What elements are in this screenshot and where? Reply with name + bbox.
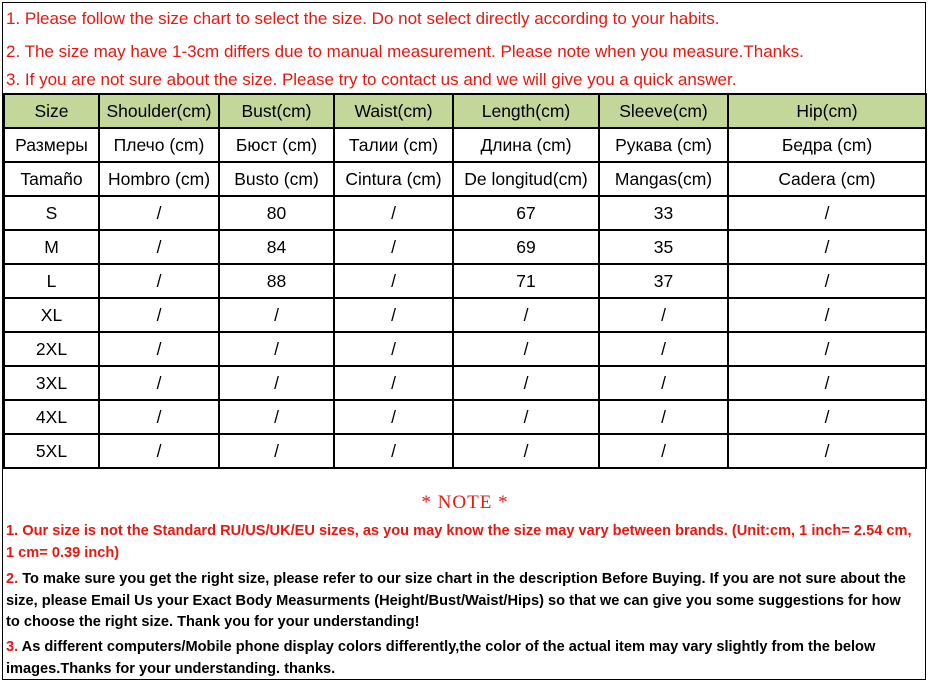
header-cell: Размеры bbox=[4, 128, 99, 162]
measurement-cell: / bbox=[334, 298, 453, 332]
size-label-cell: 2XL bbox=[4, 332, 99, 366]
table-row bbox=[4, 298, 926, 332]
measurement-cell: / bbox=[728, 332, 926, 366]
header-cell: Waist(cm) bbox=[334, 94, 453, 128]
size-label-cell: S bbox=[4, 196, 99, 230]
measurement-cell: 88 bbox=[219, 264, 334, 298]
table-row bbox=[4, 366, 926, 400]
header-cell: Cintura (cm) bbox=[334, 162, 453, 196]
measurement-cell: 84 bbox=[219, 230, 334, 264]
table-row bbox=[4, 230, 926, 264]
header-row bbox=[4, 128, 926, 162]
measurement-cell: / bbox=[99, 366, 219, 400]
note-2-number: 2. bbox=[6, 571, 19, 587]
measurement-cell: / bbox=[99, 298, 219, 332]
top-note-2: 2. The size may have 1-3cm differs due to manual measurement. Please note when you measure.Thanks. bbox=[6, 42, 804, 61]
table-row bbox=[4, 264, 926, 298]
header-cell: Талии (cm) bbox=[334, 128, 453, 162]
header-cell: Size bbox=[4, 94, 99, 128]
measurement-cell: / bbox=[728, 434, 926, 468]
size-label-cell: XL bbox=[4, 298, 99, 332]
header-cell: Shoulder(cm) bbox=[99, 94, 219, 128]
table-row bbox=[4, 332, 926, 366]
measurement-cell: / bbox=[728, 196, 926, 230]
measurement-cell: 67 bbox=[453, 196, 599, 230]
header-cell: Рукава (cm) bbox=[599, 128, 728, 162]
measurement-cell: / bbox=[453, 400, 599, 434]
measurement-cell: / bbox=[599, 366, 728, 400]
size-label-cell: L bbox=[4, 264, 99, 298]
size-label-cell: 3XL bbox=[4, 366, 99, 400]
measurement-cell: 33 bbox=[599, 196, 728, 230]
measurement-cell: 35 bbox=[599, 230, 728, 264]
table-row bbox=[4, 196, 926, 230]
measurement-cell: / bbox=[728, 230, 926, 264]
measurement-cell: 37 bbox=[599, 264, 728, 298]
header-cell: Sleeve(cm) bbox=[599, 94, 728, 128]
top-note-1: 1. Please follow the size chart to select the size. Do not select directly according to your habits. bbox=[6, 9, 720, 28]
measurement-cell: / bbox=[453, 434, 599, 468]
measurement-cell: / bbox=[728, 264, 926, 298]
measurement-cell: / bbox=[453, 366, 599, 400]
measurement-cell: / bbox=[99, 434, 219, 468]
header-cell: Длина (cm) bbox=[453, 128, 599, 162]
measurement-cell: / bbox=[334, 230, 453, 264]
measurement-cell: / bbox=[728, 298, 926, 332]
header-row bbox=[4, 94, 926, 128]
measurement-cell: 71 bbox=[453, 264, 599, 298]
measurement-cell: / bbox=[99, 230, 219, 264]
measurement-cell: / bbox=[99, 196, 219, 230]
header-cell: Busto (cm) bbox=[219, 162, 334, 196]
measurement-cell: / bbox=[334, 196, 453, 230]
note-3 bbox=[6, 637, 916, 680]
measurement-cell: / bbox=[453, 298, 599, 332]
note-title: * NOTE * bbox=[421, 492, 509, 513]
note-3-text: As different computers/Mobile phone display colors differently,the color of the actual item may vary slightly from the below images.Thanks for your understanding. thanks. bbox=[6, 639, 876, 677]
header-cell: De longitud(cm) bbox=[453, 162, 599, 196]
table-row bbox=[4, 400, 926, 434]
size-label-cell: 5XL bbox=[4, 434, 99, 468]
size-chart-table bbox=[3, 93, 927, 469]
measurement-cell: / bbox=[334, 264, 453, 298]
header-cell: Плечо (cm) bbox=[99, 128, 219, 162]
header-cell: Бюст (cm) bbox=[219, 128, 334, 162]
measurement-cell: / bbox=[599, 434, 728, 468]
header-cell: Mangas(cm) bbox=[599, 162, 728, 196]
measurement-cell: / bbox=[599, 332, 728, 366]
measurement-cell: / bbox=[728, 366, 926, 400]
note-3-number: 3. bbox=[6, 639, 19, 655]
measurement-cell: / bbox=[219, 434, 334, 468]
table-row bbox=[4, 434, 926, 468]
measurement-cell: / bbox=[99, 264, 219, 298]
header-cell: Tamaño bbox=[4, 162, 99, 196]
measurement-cell: 69 bbox=[453, 230, 599, 264]
size-label-cell: 4XL bbox=[4, 400, 99, 434]
measurement-cell: / bbox=[334, 400, 453, 434]
measurement-cell: / bbox=[728, 400, 926, 434]
top-note-3: 3. If you are not sure about the size. Please try to contact us and we will give you a quick answer. bbox=[6, 70, 737, 89]
measurement-cell: 80 bbox=[219, 196, 334, 230]
measurement-cell: / bbox=[334, 434, 453, 468]
measurement-cell: / bbox=[219, 366, 334, 400]
size-label-cell: M bbox=[4, 230, 99, 264]
measurement-cell: / bbox=[99, 400, 219, 434]
header-cell: Hombro (cm) bbox=[99, 162, 219, 196]
note-1 bbox=[6, 521, 916, 564]
measurement-cell: / bbox=[599, 298, 728, 332]
note-1-text: 1. Our size is not the Standard RU/US/UK/EU sizes, as you may know the size may vary between brands. bbox=[6, 523, 728, 539]
header-row bbox=[4, 162, 926, 196]
measurement-cell: / bbox=[453, 332, 599, 366]
note-2-text: To make sure you get the right size, please refer to our size chart in the description Before Buying. If you are not sure about the size, please Email Us your Exact Body Measurments (Height/Bust/Waist/Hips) so that we can give you some suggestions for how to choose the right size. Thank you for your understanding! bbox=[6, 571, 906, 630]
header-cell: Hip(cm) bbox=[728, 94, 926, 128]
measurement-cell: / bbox=[334, 366, 453, 400]
header-cell: Bust(cm) bbox=[219, 94, 334, 128]
header-cell: Length(cm) bbox=[453, 94, 599, 128]
measurement-cell: / bbox=[599, 400, 728, 434]
measurement-cell: / bbox=[219, 332, 334, 366]
note-1-unit: (Unit:cm, 1 inch= 2.54 cm, 1 cm= 0.39 inch) bbox=[6, 523, 912, 561]
note-2 bbox=[6, 569, 916, 634]
measurement-cell: / bbox=[219, 298, 334, 332]
measurement-cell: / bbox=[219, 400, 334, 434]
measurement-cell: / bbox=[99, 332, 219, 366]
header-cell: Cadera (cm) bbox=[728, 162, 926, 196]
measurement-cell: / bbox=[334, 332, 453, 366]
header-cell: Бедра (cm) bbox=[728, 128, 926, 162]
